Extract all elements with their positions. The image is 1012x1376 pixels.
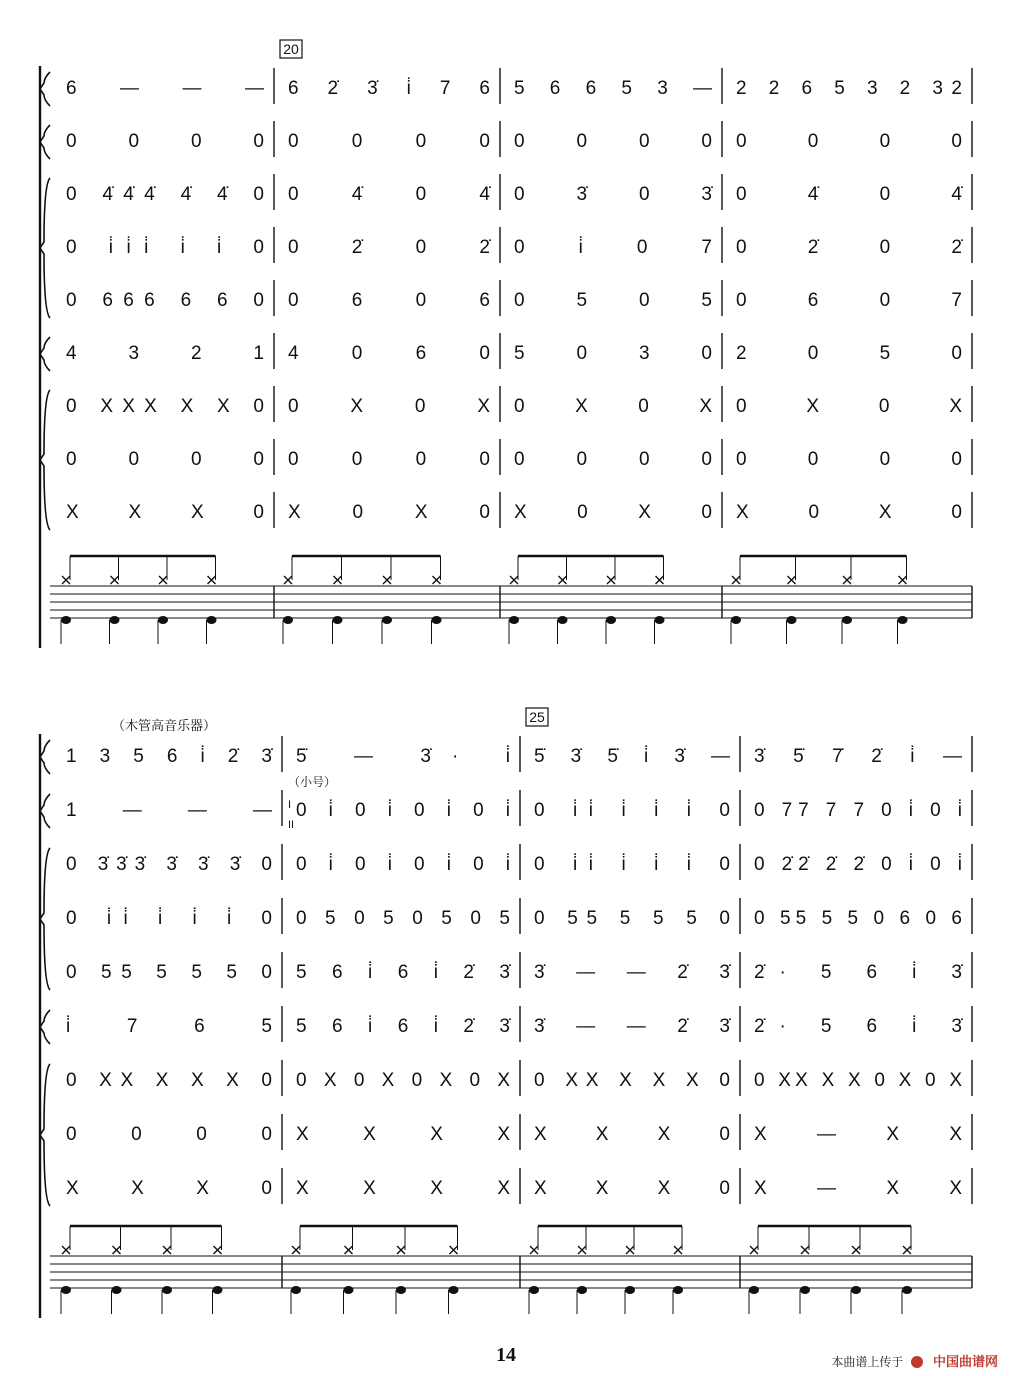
notation-measure: X X X X — [296, 1178, 510, 1199]
notation-measure: 4 3 2 1 — [66, 343, 264, 364]
upload-credit — [831, 1351, 998, 1370]
drum-note-head — [731, 616, 741, 624]
drum-x-note — [559, 576, 567, 584]
notation-measure: 5̇ — 3̇· i̇ — [296, 746, 510, 767]
notation-measure: 0 666 6 6 0 — [66, 290, 264, 311]
drum-x-note — [284, 576, 292, 584]
drum-note-head — [529, 1286, 539, 1294]
drum-note-head — [333, 616, 343, 624]
notation-measure: 0 0 0 0 — [288, 131, 490, 152]
group-brace — [40, 848, 50, 990]
drum-x-note — [656, 576, 664, 584]
group-brace — [40, 337, 50, 371]
drum-x-note — [903, 1246, 911, 1254]
drum-note-head — [158, 616, 168, 624]
voice-label: I — [288, 799, 292, 811]
drum-x-note — [113, 1246, 121, 1254]
drum-note-head — [213, 1286, 223, 1294]
notation-measure: X 0 X 0 — [514, 502, 712, 523]
drum-x-note — [578, 1246, 586, 1254]
group-brace — [40, 125, 50, 159]
notation-measure: X — X X — [754, 1178, 962, 1199]
notation-measure: 3̇ — — 2̇ 3̇ — [534, 962, 730, 983]
notation-measure: 0 5 0 5 0 5 0 5 — [296, 908, 510, 929]
drum-x-note — [732, 576, 740, 584]
notation-measure: 0 55 5 5 5 0 — [534, 908, 730, 929]
drum-note-head — [283, 616, 293, 624]
score-systems — [40, 40, 972, 1318]
drum-note-head — [509, 616, 519, 624]
drum-note-head — [606, 616, 616, 624]
notation-measure: X X X 0 — [66, 502, 264, 523]
drum-x-note — [111, 576, 119, 584]
notation-measure: 0 X 0 X 0 X 0 X — [296, 1070, 510, 1091]
notation-measure: 0 i̇i̇ i̇ i̇ i̇ 0 — [534, 800, 730, 821]
drum-note-head — [577, 1286, 587, 1294]
notation-measure: X 0 X 0 — [736, 502, 962, 523]
group-brace — [40, 72, 50, 106]
notation-measure: 0 0 0 0 — [66, 1124, 272, 1145]
notation-measure: 0 X 0 X — [288, 396, 490, 417]
notation-measure: 3̇ 5̇ 7̇ 2̇ i̇ — — [754, 746, 962, 767]
notation-measure: 0 i̇ 0 i̇ 0 i̇ 0 i̇ — [296, 854, 511, 875]
drum-note-head — [787, 616, 797, 624]
notation-measure: 2̇· 5 6 i̇ 3̇ — [754, 1016, 962, 1037]
drum-x-note — [899, 576, 907, 584]
group-brace — [40, 794, 50, 828]
notation-measure: 0 3̇3̇3̇ 3̇ 3̇ 3̇ 0 — [66, 854, 272, 875]
notation-measure: 0 X 0 X — [514, 396, 712, 417]
drum-note-head — [112, 1286, 122, 1294]
notation-measure: X X X 0 — [66, 1178, 272, 1199]
notation-measure: 0 XX X X X 0 — [66, 1070, 272, 1091]
score-system — [40, 40, 972, 648]
notation-measure: 5 0 3 0 — [514, 343, 712, 364]
drum-note-head — [749, 1286, 759, 1294]
notation-measure: i̇ 7 6 5 — [66, 1016, 272, 1037]
notation-measure: 2 2 6 5 3 2 32 — [736, 78, 962, 99]
notation-measure: 0 XX X X X 0 — [534, 1070, 730, 1091]
drum-note-head — [558, 616, 568, 624]
drum-x-note — [843, 576, 851, 584]
notation-measure: 0 XX X X 0 X 0 X — [754, 1070, 962, 1091]
drum-x-note — [450, 1246, 458, 1254]
drum-x-note — [397, 1246, 405, 1254]
drum-x-note — [334, 576, 342, 584]
instrument-note: （小号） — [288, 775, 337, 789]
notation-measure: 0 55 5 5 0 6 0 6 — [754, 908, 962, 929]
drum-x-note — [159, 576, 167, 584]
notation-measure: 0 i̇i̇ i̇ i̇ i̇ 0 — [534, 854, 730, 875]
drum-note-head — [851, 1286, 861, 1294]
drum-note-head — [655, 616, 665, 624]
notation-measure: 0 2̇2̇ 2̇ 2̇ 0 i̇ 0 i̇ — [754, 854, 962, 875]
notation-measure: 5 6 i̇ 6 i̇ 2̇ 3̇ — [296, 1016, 510, 1037]
notation-measure: 0 i̇ 0 7 — [514, 237, 712, 258]
notation-measure: 0 4̇ 0 4̇ — [288, 184, 490, 205]
notation-measure: 5 6 6 5 3 — — [514, 78, 712, 99]
site-logo[interactable]: 中国曲谱网 — [932, 1355, 998, 1370]
notation-measure: 0 5 0 5 — [514, 290, 712, 311]
drum-x-note — [801, 1246, 809, 1254]
drum-note-head — [61, 1286, 71, 1294]
group-brace — [40, 1010, 50, 1044]
notation-measure: 0 4̇ 0 4̇ — [736, 184, 962, 205]
drum-note-head — [673, 1286, 683, 1294]
drum-note-head — [898, 616, 908, 624]
drum-x-note — [214, 1246, 222, 1254]
notation-measure: 0 0 0 0 — [66, 131, 264, 152]
group-brace — [40, 1064, 50, 1206]
upload-note: 本曲谱上传于 — [831, 1355, 904, 1369]
notation-measure: 3̇ — — 2̇ 3̇ — [534, 1016, 730, 1037]
notation-measure: 1 — — — — [66, 800, 272, 821]
notation-measure: X X X X — [296, 1124, 510, 1145]
notation-measure: 4 0 6 0 — [288, 343, 490, 364]
notation-measure: 0 3̇ 0 3̇ — [514, 184, 712, 205]
drum-x-note — [208, 576, 216, 584]
notation-measure: 0 77 7 7 0 i̇ 0 i̇ — [754, 800, 962, 821]
notation-measure: X 0 X 0 — [288, 502, 490, 523]
drum-note-head — [800, 1286, 810, 1294]
drum-note-head — [396, 1286, 406, 1294]
notation-measure: 0 0 0 0 — [736, 131, 962, 152]
drum-note-head — [625, 1286, 635, 1294]
group-brace — [40, 390, 50, 530]
notation-measure: 1 3 5 6 i̇ 2̇ 3̇ — [66, 746, 272, 767]
drum-x-note — [433, 576, 441, 584]
notation-measure: 0 i̇i̇ i̇ i̇ i̇ 0 — [66, 908, 272, 929]
rehearsal-mark: 20 — [283, 41, 299, 57]
drum-note-head — [449, 1286, 459, 1294]
voice-label: II — [288, 819, 295, 831]
notation-measure: 0 2̇ 0 2̇ — [288, 237, 490, 258]
drum-x-note — [750, 1246, 758, 1254]
notation-measure: 0 0 0 0 — [736, 449, 962, 470]
drum-note-head — [902, 1286, 912, 1294]
drum-note-head — [382, 616, 392, 624]
drum-x-note — [530, 1246, 538, 1254]
drum-x-note — [62, 576, 70, 584]
notation-measure: X — X X — [754, 1124, 962, 1145]
notation-measure: 0 55 5 5 5 0 — [66, 962, 272, 983]
notation-measure: 0 0 0 0 — [66, 449, 264, 470]
drum-note-head — [432, 616, 442, 624]
drum-note-head — [207, 616, 217, 624]
notation-measure: 0 X 0 X — [736, 396, 962, 417]
drum-note-head — [842, 616, 852, 624]
drum-x-note — [345, 1246, 353, 1254]
drum-note-head — [291, 1286, 301, 1294]
notation-measure: 0 4̇4̇4̇ 4̇ 4̇ 0 — [66, 184, 264, 205]
notation-measure: X X X 0 — [534, 1178, 730, 1199]
notation-measure: X X X 0 — [534, 1124, 730, 1145]
drum-x-note — [607, 576, 615, 584]
rehearsal-mark: 25 — [529, 709, 545, 725]
notation-measure: 0 0 0 0 — [514, 449, 712, 470]
notation-measure: 2̇· 5 6 i̇ 3̇ — [754, 962, 962, 983]
notation-measure: 0 0 0 0 — [514, 131, 712, 152]
drum-x-note — [788, 576, 796, 584]
notation-measure: 0 0 0 0 — [288, 449, 490, 470]
drum-x-note — [163, 1246, 171, 1254]
drum-note-head — [61, 616, 71, 624]
notation-measure: 0 i̇i̇i̇ i̇ i̇ 0 — [66, 237, 264, 258]
site-logo-icon — [911, 1356, 923, 1368]
drum-x-note — [292, 1246, 300, 1254]
notation-measure: 0 6 0 7 — [736, 290, 962, 311]
drum-x-note — [626, 1246, 634, 1254]
drum-x-note — [62, 1246, 70, 1254]
drum-note-head — [110, 616, 120, 624]
notation-measure: 6 — — — — [66, 78, 264, 99]
notation-measure: 6 2̇ 3̇ i̇ 7 6 — [288, 78, 490, 99]
notation-measure: 0 2̇ 0 2̇ — [736, 237, 962, 258]
score-system — [40, 708, 972, 1318]
instrument-note: （木管高音乐器） — [112, 718, 217, 733]
drum-note-head — [162, 1286, 172, 1294]
page-number: 14 — [496, 1344, 516, 1366]
drum-note-head — [344, 1286, 354, 1294]
group-brace — [40, 178, 50, 318]
notation-measure: 0 6 0 6 — [288, 290, 490, 311]
drum-x-note — [383, 576, 391, 584]
group-brace — [40, 740, 50, 774]
notation-measure: 0 i̇ 0 i̇ 0 i̇ 0 i̇ — [296, 800, 511, 821]
drum-x-note — [510, 576, 518, 584]
notation-measure: 0 XXX X X 0 — [66, 396, 264, 417]
notation-measure: 5̇ 3̇ 5̇ i̇ 3̇ — — [534, 746, 730, 767]
drum-x-note — [674, 1246, 682, 1254]
notation-measure: 2 0 5 0 — [736, 343, 962, 364]
drum-x-note — [852, 1246, 860, 1254]
notation-measure: 5 6 i̇ 6 i̇ 2̇ 3̇ — [296, 962, 510, 983]
